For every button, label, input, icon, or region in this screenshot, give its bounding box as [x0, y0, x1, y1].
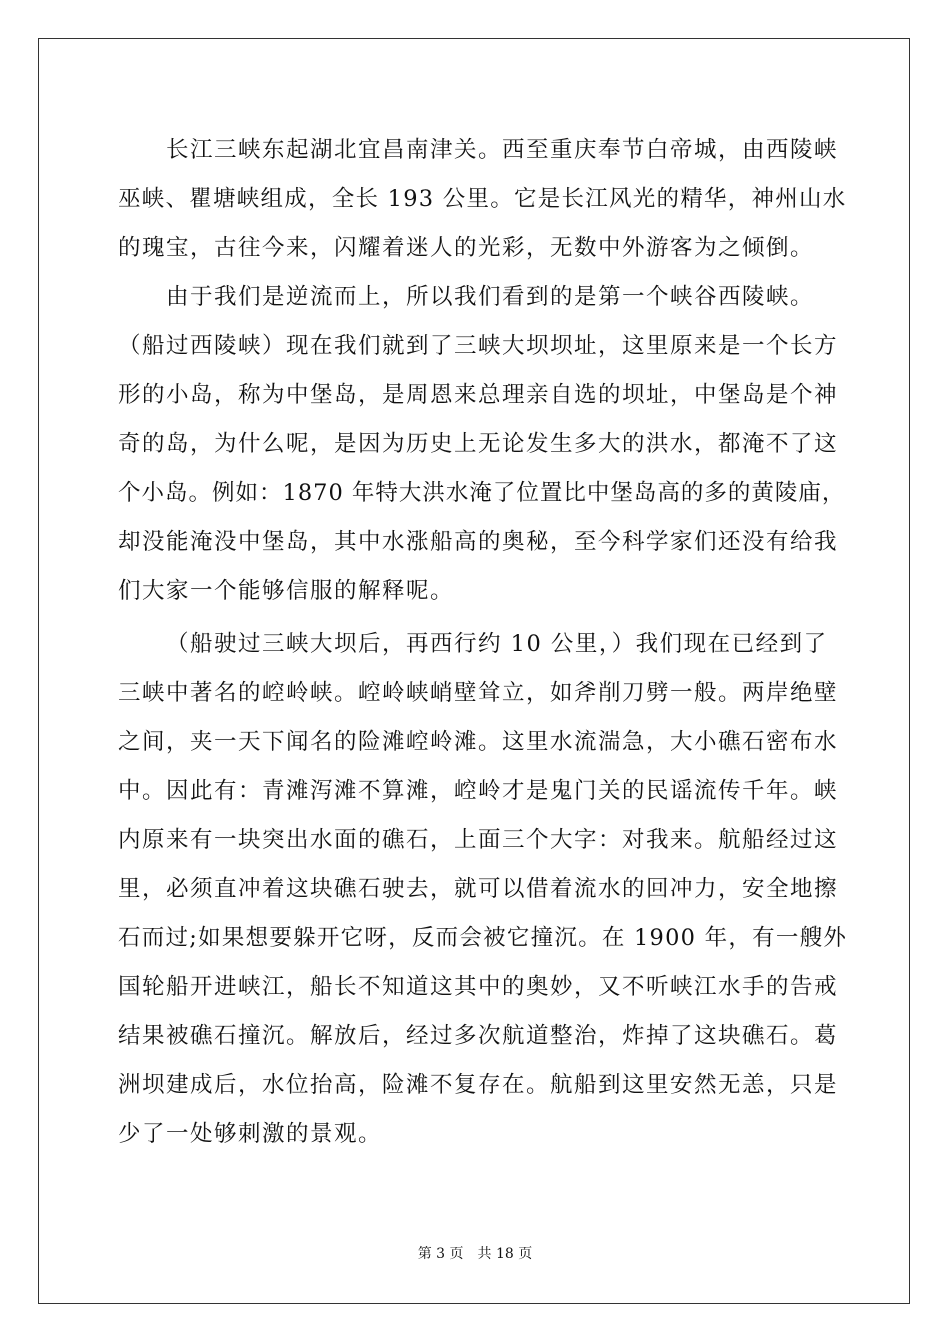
- text-line: 内原来有一块突出水面的礁石，上面三个大字：对我来。航船经过这: [118, 827, 839, 853]
- text-line: 长江三峡东起湖北宜昌南津关。西至重庆奉节白帝城，由西陵峡: [166, 137, 839, 163]
- text-line: 结果被礁石撞沉。解放后，经过多次航道整治，炸掉了这块礁石。葛: [118, 1023, 839, 1049]
- text-line: 形的小岛，称为中堡岛，是周恩来总理亲自选的坝址，中堡岛是个神: [118, 382, 839, 408]
- text-line: 少了一处够刺激的景观。: [118, 1121, 383, 1147]
- text-line: 奇的岛，为什么呢，是因为历史上无论发生多大的洪水，都淹不了这: [118, 431, 839, 457]
- text-line: 的瑰宝，古往今来，闪耀着迷人的光彩，无数中外游客为之倾倒。: [118, 235, 815, 261]
- text-line: 却没能淹没中堡岛，其中水涨船高的奥秘，至今科学家们还没有给我: [118, 529, 839, 555]
- text-line: 中。因此有：青滩泻滩不算滩，崆岭才是鬼门关的民谣流传千年。峡: [118, 778, 839, 804]
- page-footer: [0, 1244, 950, 1264]
- text-line: 个小岛。例如：1870 年特大洪水淹了位置比中堡岛高的多的黄陵庙，: [118, 480, 846, 506]
- text-line: 石而过;如果想要躲开它呀，反而会被它撞沉。在 1900 年，有一艘外: [118, 925, 848, 951]
- text-line: 里，必须直冲着这块礁石驶去，就可以借着流水的回冲力，安全地擦: [118, 876, 839, 902]
- text-line: 洲坝建成后，水位抬高，险滩不复存在。航船到这里安然无恙，只是: [118, 1072, 839, 1098]
- text-line: （船过西陵峡）现在我们就到了三峡大坝坝址，这里原来是一个长方: [118, 333, 839, 359]
- text-line: 巫峡、瞿塘峡组成，全长 193 公里。它是长江风光的精华，神州山水: [118, 186, 847, 212]
- text-line: 由于我们是逆流而上，所以我们看到的是第一个峡谷西陵峡。: [166, 284, 815, 310]
- page-number: 第 3 页: [417, 1246, 464, 1262]
- page-total: 共 18 页: [477, 1246, 533, 1262]
- text-line: 三峡中著名的崆岭峡。崆岭峡峭壁耸立，如斧削刀劈一般。两岸绝壁: [118, 680, 839, 706]
- text-line: 国轮船开进峡江，船长不知道这其中的奥妙，又不听峡江水手的告戒: [118, 974, 839, 1000]
- text-line: 之间，夹一天下闻名的险滩崆岭滩。这里水流湍急，大小礁石密布水: [118, 729, 839, 755]
- text-line: （船驶过三峡大坝后，再西行约 10 公里，）我们现在已经到了: [166, 631, 828, 657]
- text-line: 们大家一个能够信服的解释呢。: [118, 578, 455, 604]
